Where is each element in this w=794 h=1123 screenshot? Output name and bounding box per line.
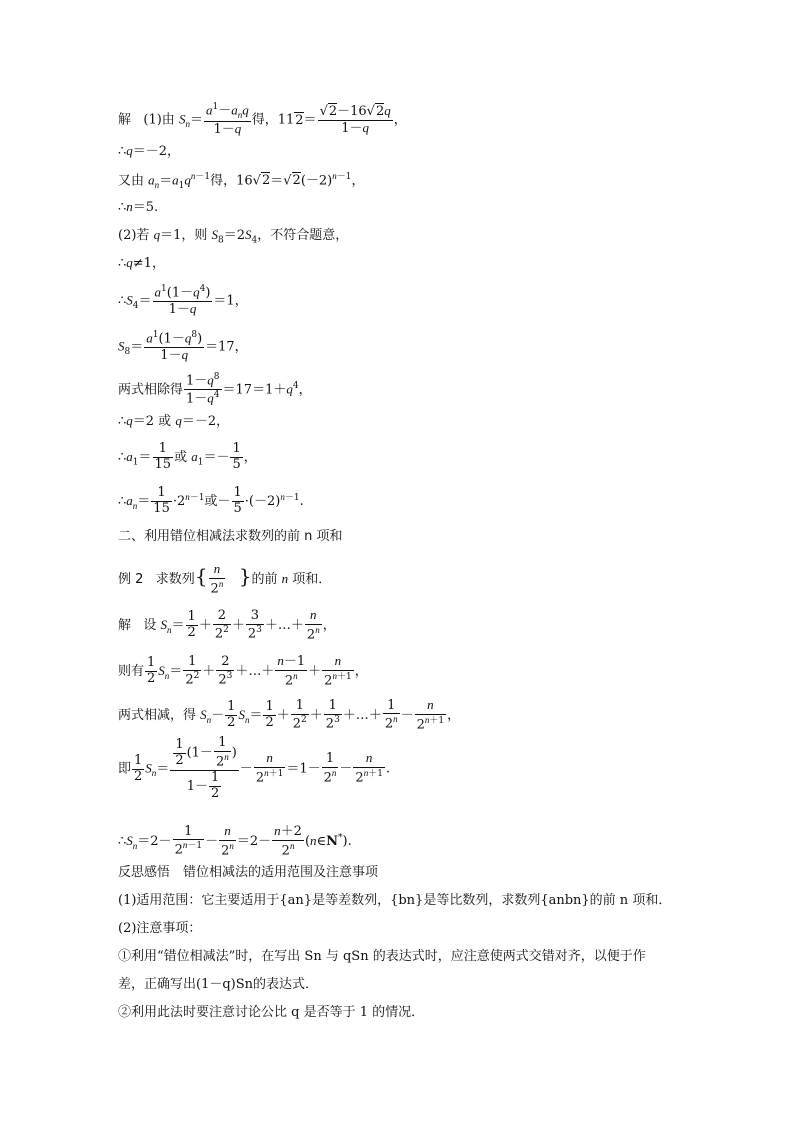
n-derivation: 又由 $a_n=a_1q^{n-1}$得，$16√2=√2(-2)^{n-1}$，	[118, 171, 365, 191]
half-sn: 则有 $\frac{1}{2}$ $S_n=$ $\frac{1}{2^2}$ ＋ $\frac{2}{2^3}$ ＋…＋ $\frac{n-1}{2^n}$ ＋ $\frac{n}{2^{n+1}}$ ，	[118, 653, 368, 689]
q-result: ∴q＝－2，	[118, 143, 181, 159]
example2-label: 例 2	[118, 572, 144, 588]
reflection-note1-a: ①利用“错位相减法”时，在写出 Sn 与 qSn 的表达式时，应注意使两式交错对齐，以便于作	[118, 949, 646, 964]
s4-equation: $\therefore S_4=$ $\frac{a^1(1-q^4)}{1-q}$ ＝1，	[118, 284, 248, 318]
divide-equation: 两式相除得 $\frac{1-q^8}{1-q^4}$ $=17=1+q^4$，	[118, 372, 312, 407]
sn-result: $\therefore S_n=2-$ $\frac{1}{2^{n-1}}$ － $\frac{n}{2^n}$ ＝2－ $\frac{n+2}{2^n}$ (n∈N*).	[118, 823, 352, 859]
q-values: ∴q＝2 或 q＝－2，	[118, 413, 230, 429]
reflection-notes-label: (2)注意事项：	[118, 921, 202, 936]
part2-line: (2)若 q＝1，则 $S_8=2S_4$，不符合题意，	[118, 227, 349, 246]
half-sn-result: 即 $\frac{1}{2}$ $S_n=$ $\frac{1}{2}$ (1－ $\frac{1}{2^n}$ ) 1－ $\frac{1}{2}$ － $\frac{n}{2^{n+1}}$ ＝1－ $\frac{1}{2^n}$ － $\frac{n}{2^{n+1}}$ .	[118, 735, 391, 802]
section2-heading: 二、利用错位相减法求数列的前 n 项和	[118, 529, 343, 544]
reflection-note2: ②利用此法时要注意讨论公比 q 是否等于 1 的情况．	[118, 1005, 425, 1020]
s8-equation: $S_8=$ $\frac{a^1(1-q^8)}{1-q}$ ＝17，	[118, 330, 248, 364]
an-values: $\therefore a_n=$ $\frac{1}{15}$ $\cdot 2^{n-1}$或－ $\frac{1}{5}$ $\cdot(-2)^{n-1}$.	[118, 485, 304, 516]
subtract-line: 两式相减，得 $S_n-$ $\frac{1}{2}$ $S_n=$ $\frac{1}{2}$ ＋ $\frac{1}{2^2}$ ＋ $\frac{1}{2^3}$ ＋…＋ $\frac{1}{2^n}$ － $\frac{n}{2^{n+1}}$ ，	[118, 697, 461, 733]
reflection-note1-b: 差，正确写出(1－q)Sn的表达式．	[118, 977, 319, 992]
sn-definition: 解 设 $S_n=$ $\frac{1}{2}$ ＋ $\frac{2}{2^2}$ ＋ $\frac{3}{2^3}$ ＋…＋ $\frac{n}{2^n}$ ，	[118, 607, 336, 643]
reflection-title: 反思感悟 错位相减法的适用范围及注意事项	[118, 865, 379, 880]
example2: 例 2 求数列{ $\frac{n}{2^n}$ }的前 n 项和．	[118, 561, 332, 597]
reflection-scope: (1)适用范围：它主要适用于{an}是等差数列，{bn}是等比数列，求数列{anbn}的前 n 项和．	[118, 893, 672, 908]
n-result: ∴n＝5.	[118, 199, 159, 215]
a1-values: $\therefore a_1=$ $\frac{1}{15}$ 或 $a_1=-$ $\frac{1}{5}$ ，	[118, 441, 257, 472]
q-ne-1: ∴q≠1，	[118, 255, 165, 271]
ex1-part1-line: 解 (1)由 $S_n=$ $\frac{a^1-a_nq}{1-q}$ 得，112＝ $\frac{√2-16√2q}{1-q}$ ，	[118, 102, 407, 138]
